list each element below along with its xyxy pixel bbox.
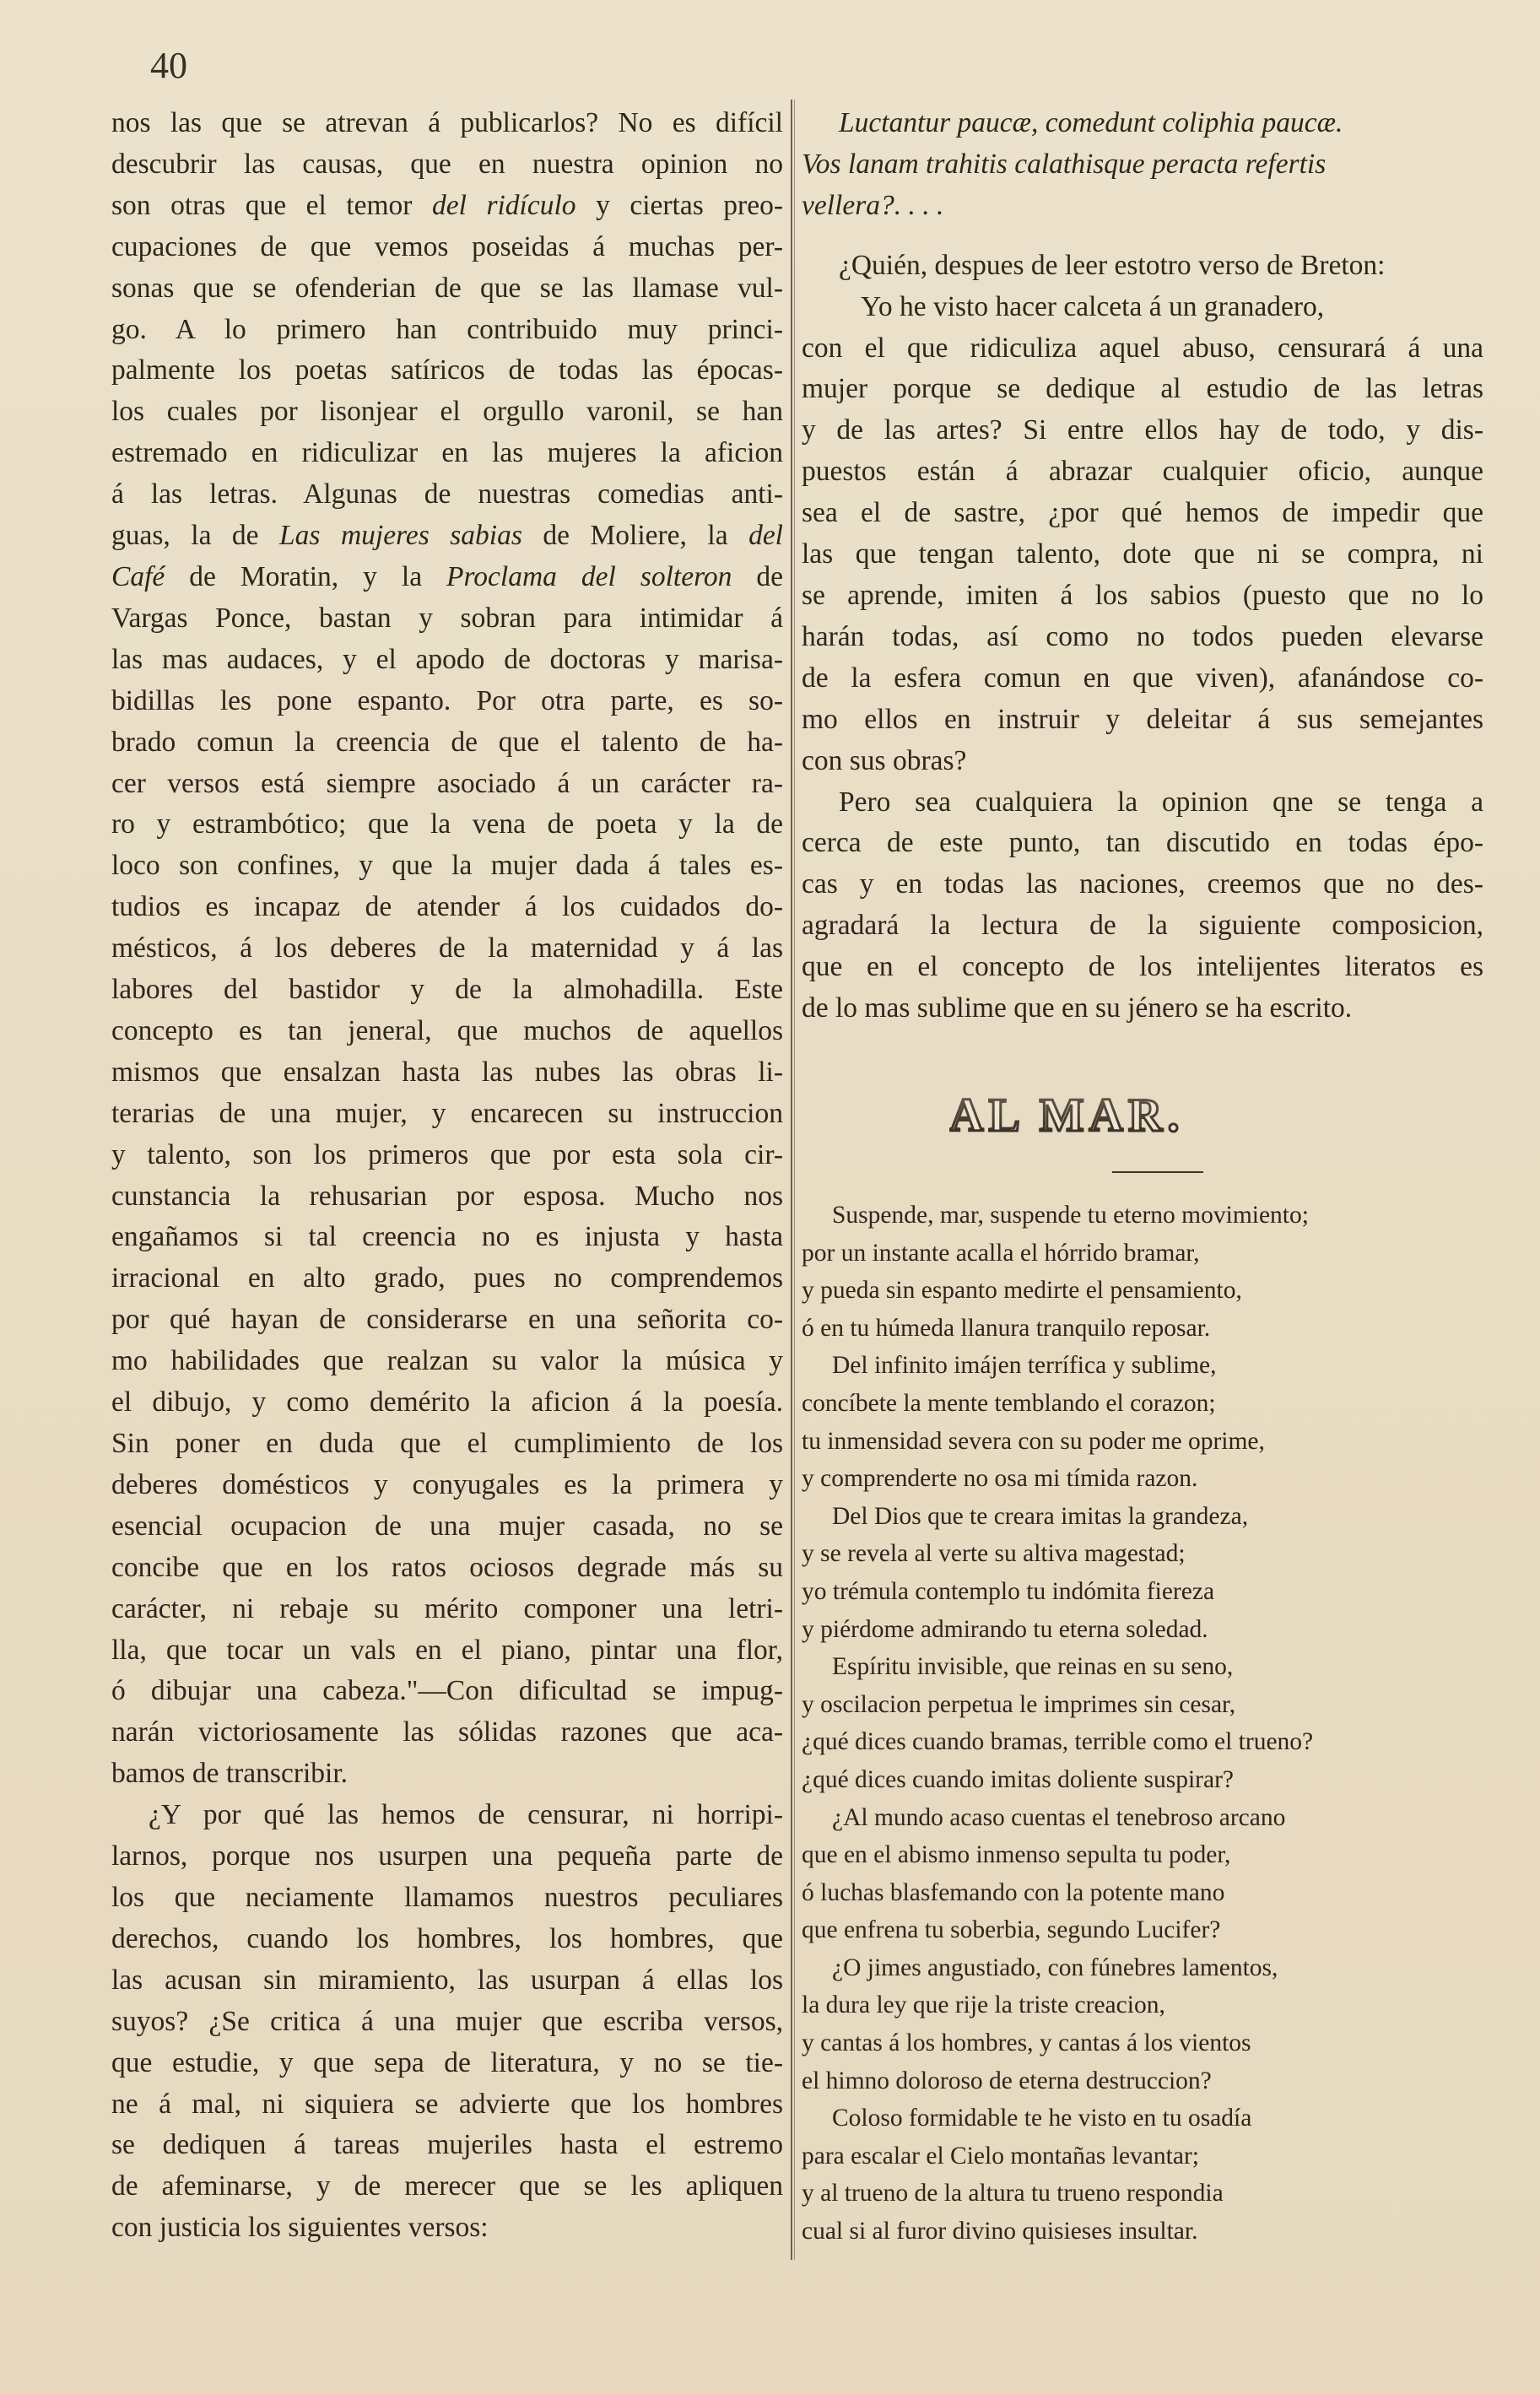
text-line: que estudie, y que sepa de literatura, y no se tie- [111, 2046, 783, 2078]
text-line: larnos, porque nos usurpen una pequeña parte de [111, 1840, 783, 1873]
text-line: sonas que se ofenderian de que se las llamase vul- [111, 272, 783, 304]
text-line: mo ellos en instruir y deleitar á sus semejantes [802, 703, 1483, 735]
text-line: Vargas Ponce, bastan y sobran para intimidar á [111, 602, 783, 634]
text-line: irracional en alto grado, pues no comprendemos [111, 1262, 783, 1294]
text-line: lla, que tocar un vals en el piano, pintar una flor, [111, 1634, 783, 1666]
text-line: descubrir las causas, que en nuestra opinion no [111, 148, 783, 180]
right-column [802, 103, 1483, 1029]
poem-line: y comprenderte no osa mi tímida razon. [802, 1465, 1198, 1493]
text-line: y de las artes? Si entre ellos hay de todo, y dis- [802, 414, 1483, 446]
text-line: tudios es incapaz de atender á los cuidados do- [111, 891, 783, 923]
poem-line: Espíritu invisible, que reinas en su seno, [832, 1653, 1234, 1681]
text-line: las acusan sin miramiento, las usurpan á ellas los [111, 1964, 783, 1996]
poem-title-ornament [949, 1087, 1304, 1143]
text-line: harán todas, así como no todos pueden elevarse [802, 620, 1483, 652]
page-number: 40 [150, 45, 187, 86]
paragraph-left-2 [111, 1795, 783, 2249]
text-line: cerca de este punto, tan discutido en todas épo- [802, 827, 1483, 859]
poem-line: ó en tu húmeda llanura tranquilo reposar. [802, 1314, 1211, 1342]
poem-line: y oscilacion perpetua le imprimes sin cesar, [802, 1690, 1236, 1718]
poem-line: Coloso formidable te he visto en tu osadía [832, 2105, 1252, 2132]
text-line: nos las que se atrevan á publicarlos? No es difícil [111, 107, 783, 138]
title-rule [1112, 1171, 1203, 1173]
text-line: guas, la de Las mujeres sabias de Moliere, la del [111, 520, 783, 552]
text-line: terarias de una mujer, y encarecen su instruccion [111, 1097, 783, 1129]
poem-line: ¿qué dices cuando bramas, terrible como el trueno? [802, 1728, 1314, 1756]
poem-al-mar [802, 1197, 1483, 2251]
text-line: ¿Y por qué las hemos de censurar, ni horripi- [149, 1799, 783, 1831]
text-line: los que neciamente llamamos nuestros peculiares [111, 1881, 783, 1913]
text-line: ne á mal, ni siquiera se advierte que los hombres [111, 2088, 783, 2120]
text-line: son otras que el temor del ridículo y ciertas preo- [111, 189, 783, 221]
text-line: derechos, cuando los hombres, los hombres, que [111, 1922, 783, 1954]
text-line: cer versos está siempre asociado á un carácter ra- [111, 767, 783, 799]
poem-line: Suspende, mar, suspende tu eterno movimiento; [832, 1202, 1309, 1229]
text-line: las que tengan talento, dote que ni se compra, ni [802, 538, 1483, 570]
text-line: Café de Moratin, y la Proclama del solteron de [111, 560, 783, 592]
text-line: ó dibujar una cabeza."—Con dificultad se impug- [111, 1675, 783, 1707]
text-line: mujer porque se dedique al estudio de las letras [802, 373, 1483, 405]
text-line: sea el de sastre, ¿por qué hemos de impedir que [802, 497, 1483, 529]
text-line: esencial ocupacion de una mujer casada, no se [111, 1510, 783, 1542]
text-line: bamos de transcribir. [111, 1758, 349, 1790]
poem-line: tu inmensidad severa con su poder me oprime, [802, 1427, 1265, 1455]
text-line: los cuales por lisonjear el orgullo varonil, se han [111, 396, 783, 428]
text-line: mo habilidades que realzan su valor la música y [111, 1345, 783, 1377]
text-line: cunstancia la rehusarian por esposa. Mucho nos [111, 1180, 783, 1212]
latin-quote [802, 103, 1483, 227]
poem-line: yo trémula contemplo tu indómita fiereza [802, 1577, 1215, 1605]
text-line: bidillas les pone espanto. Por otra parte, es so- [111, 684, 783, 716]
text-line: engañamos si tal creencia no es injusta y hasta [111, 1221, 783, 1253]
text-line: por qué hayan de considerarse en una señorita co- [111, 1304, 783, 1336]
text-line: á las letras. Algunas de nuestras comedias anti- [111, 478, 783, 511]
poem-line: y se revela al verte su altiva magestad; [802, 1540, 1186, 1568]
poem-line: y piérdome admirando tu eterna soledad. [802, 1615, 1208, 1643]
poem-line: Del infinito imájen terrífica y sublime, [832, 1352, 1217, 1380]
text-line: carácter, ni rebaje su mérito componer una letri- [111, 1592, 783, 1624]
paragraph-left-1 [111, 103, 783, 1795]
poem-line: y al trueno de la altura tu trueno respondia [802, 2180, 1224, 2208]
poem-line: Del Dios que te creara imitas la grandeza, [832, 1502, 1249, 1530]
poem-line: por un instante acalla el hórrido bramar, [802, 1239, 1200, 1267]
text-line: mismos que ensalzan hasta las nubes las obras li- [111, 1056, 783, 1088]
poem-title: AL MAR. [949, 1089, 1185, 1142]
poem-line: ¿O jimes angustiado, con fúnebres lamentos, [832, 1954, 1278, 1981]
paragraph-right-1 [802, 328, 1483, 782]
text-line: y talento, son los primeros que por esta sola cir- [111, 1138, 783, 1170]
text-line: se dediquen á tareas mujeriles hasta el estremo [111, 2129, 783, 2161]
poem-line: ó luchas blasfemando con la potente mano [802, 1878, 1225, 1906]
poem-line: la dura ley que rije la triste creacion, [802, 1991, 1165, 2019]
quote-line: vellera?. . . . [802, 189, 944, 221]
text-line: palmente los poetas satíricos de todas las épocas- [111, 354, 783, 386]
poem-line: y pueda sin espanto medirte el pensamiento, [802, 1277, 1242, 1305]
column-divider [791, 100, 792, 2260]
text-line: el dibujo, y como demérito la aficion á la poesía. [111, 1386, 783, 1419]
text-line: se aprende, imiten á los sabios (puesto que no lo [802, 579, 1483, 611]
text-line: suyos? ¿Se critica á una mujer que escriba versos, [111, 2005, 783, 2037]
text-line: agradará la lectura de la siguiente composicion, [802, 910, 1483, 942]
poem-line: y cantas á los hombres, y cantas á los vientos [802, 2029, 1251, 2057]
quote-line: Luctantur paucæ, comedunt coliphia paucæ. [839, 107, 1343, 138]
text-line: go. A lo primero han contribuido muy princi- [111, 313, 783, 345]
text-line: narán victoriosamente las sólidas razones que aca- [111, 1716, 783, 1748]
text-line: loco son confines, y que la mujer dada á tales es- [111, 850, 783, 882]
text-line: concibe que en los ratos ociosos degrade más su [111, 1551, 783, 1583]
text-line: cas y en todas las naciones, creemos que no des- [802, 868, 1483, 900]
poem-line: para escalar el Cielo montañas levantar; [802, 2142, 1199, 2170]
text-line: Sin poner en duda que el cumplimiento de los [111, 1428, 783, 1459]
text-line: Pero sea cualquiera la opinion qne se tenga a [839, 786, 1483, 818]
text-line: brado comun la creencia de que el talento de ha- [111, 726, 783, 758]
poem-line: concíbete la mente temblando el corazon; [802, 1389, 1216, 1417]
poem-line: cual si al furor divino quisieses insultar. [802, 2218, 1198, 2245]
poem-line: que enfrena tu soberbia, segundo Lucifer? [802, 1916, 1221, 1944]
left-column [111, 103, 783, 2249]
text-line: mésticos, á los deberes de la maternidad y á las [111, 932, 783, 965]
text-line: con justicia los siguientes versos: [111, 2212, 489, 2244]
paragraph-right-2 [802, 782, 1483, 1029]
text-line: concepto es tan jeneral, que muchos de aquellos [111, 1014, 783, 1046]
text-line: con sus obras? [802, 744, 967, 776]
text-line: de la esfera comun en que viven), afanándose co- [802, 662, 1483, 694]
quote-line: Vos lanam trahitis calathisque peracta refertis [802, 148, 1327, 180]
text-line: las mas audaces, y el apodo de doctoras y marisa- [111, 643, 783, 675]
poem-line: que en el abismo inmenso sepulta tu poder, [802, 1841, 1231, 1869]
breton-intro: ¿Quién, despues de leer estotro verso de Breton: [839, 249, 1386, 281]
breton-verse: Yo he visto hacer calceta á un granadero, [861, 290, 1325, 322]
text-line: puestos están á abrazar cualquier oficio, aunque [802, 456, 1483, 488]
text-line: labores del bastidor y de la almohadilla. Este [111, 974, 783, 1006]
text-line: que en el concepto de los intelijentes literatos es [802, 951, 1483, 983]
poem-line: el himno doloroso de eterna destruccion? [802, 2067, 1212, 2094]
text-line: de lo mas sublime que en su jénero se ha escrito. [802, 992, 1353, 1024]
column-divider-thin [794, 100, 795, 2260]
poem-line: ¿qué dices cuando imitas doliente suspirar? [802, 1765, 1234, 1793]
text-line: de afeminarse, y de merecer que se les apliquen [111, 2170, 783, 2202]
text-line: ro y estrambótico; que la vena de poeta y la de [111, 808, 783, 840]
text-line: deberes domésticos y conyugales es la primera y [111, 1468, 783, 1500]
poem-line: ¿Al mundo acaso cuentas el tenebroso arcano [832, 1803, 1286, 1831]
text-line: estremado en ridiculizar en las mujeres la aficion [111, 437, 783, 469]
text-line: cupaciones de que vemos poseidas á muchas per- [111, 230, 783, 262]
text-line: con el que ridiculiza aquel abuso, censurará á una [802, 332, 1483, 364]
